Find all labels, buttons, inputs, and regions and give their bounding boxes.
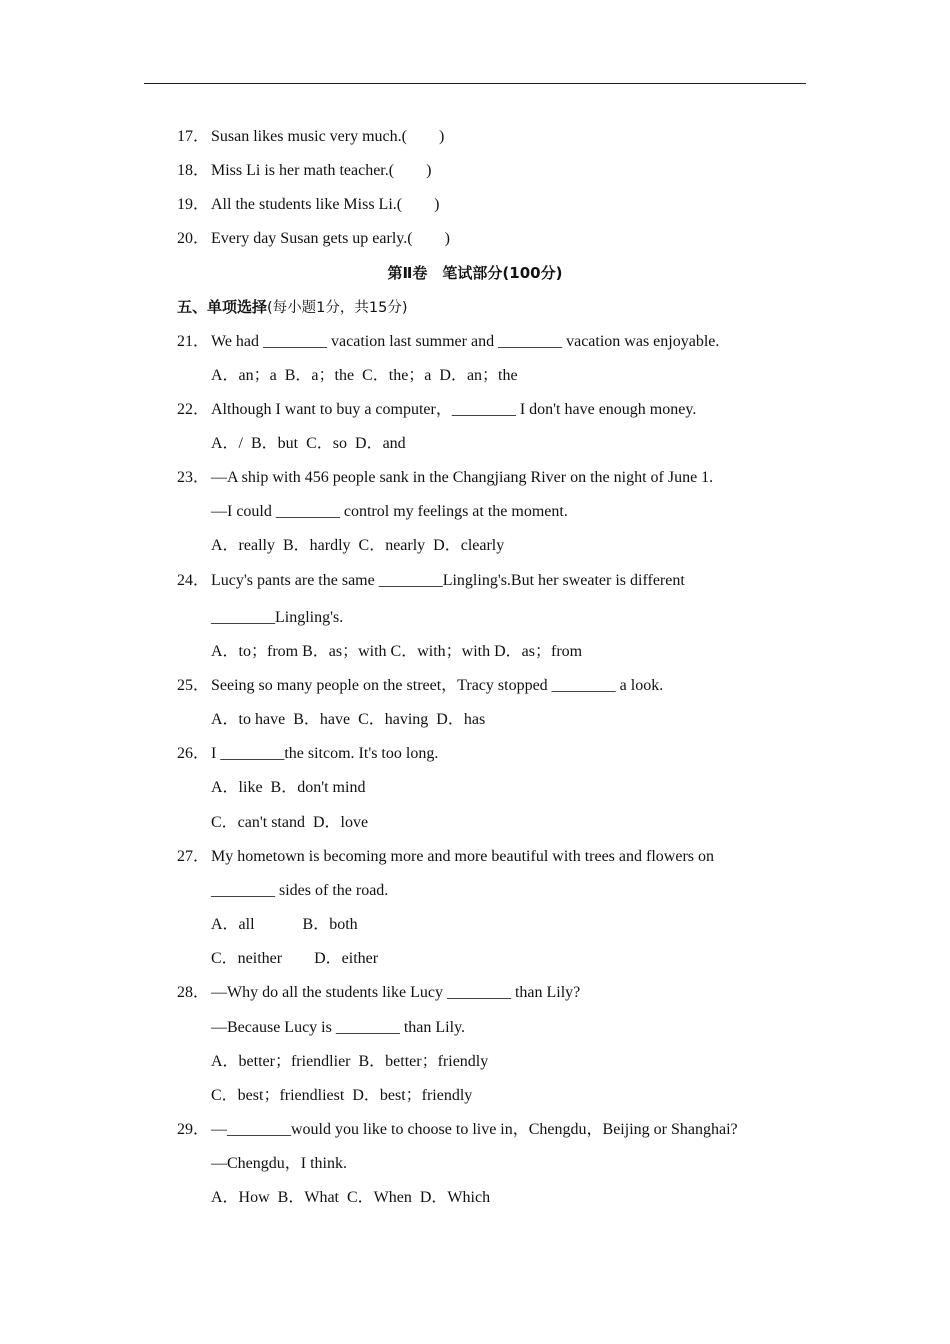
section-note: (每小题1分，共15分) [267,300,408,316]
question-options: A．all B．both [211,916,358,933]
question-25 [177,676,663,696]
item-text: Susan likes music very much.( ) [211,128,445,145]
question-options: A．How B．What C．When D．Which [211,1189,491,1206]
question-number: 24． [177,572,210,589]
question-options: A．better；friendlier B．better；friendly [211,1053,489,1070]
question-text: Lucy's pants are the same ________Lingling's.But her sweater is different [211,572,685,589]
question-options: C．best；friendliest D．best；friendly [211,1087,473,1104]
question-text-line: —Chengdu，I think. [211,1155,347,1172]
question-23 [177,468,713,488]
question-22 [177,400,696,420]
item-text: All the students like Miss Li.( ) [211,196,440,213]
question-text: My hometown is becoming more and more beautiful with trees and flowers on [211,848,714,865]
question-text: We had ________ vacation last summer and ________ vacation was enjoyable. [211,333,720,350]
part-heading: 第Ⅱ卷 笔试部分(100分) [387,264,563,282]
question-text: —Why do all the students like Lucy ________ than Lily? [211,984,581,1001]
question-options: A．to have B．have C．having D．has [211,711,486,728]
question-28 [177,983,580,1003]
question-options: A．really B．hardly C．nearly D．clearly [211,537,505,554]
question-text: I ________the sitcom. It's too long. [211,745,439,762]
item-text: Miss Li is her math teacher.( ) [211,162,432,179]
question-text-line: —I could ________ control my feelings at the moment. [211,503,568,520]
item-number: 19． [177,196,210,213]
question-options: A．an；a B．a；the C．the；a D．an；the [211,367,518,384]
question-text-line: ________Lingling's. [211,609,344,626]
item-text: Every day Susan gets up early.( ) [211,230,450,247]
question-options: A．like B．don't mind [211,779,366,796]
tf-item-19 [177,195,439,215]
question-number: 25． [177,677,210,694]
question-text: Seeing so many people on the street，Tracy stopped ________ a look. [211,677,664,694]
question-number: 26． [177,745,210,762]
tf-item-17 [177,127,444,147]
tf-item-20 [177,229,450,249]
item-number: 17． [177,128,210,145]
question-text: —A ship with 456 people sank in the Changjiang River on the night of June 1. [211,469,714,486]
question-number: 22． [177,401,210,418]
section-title [177,297,408,318]
question-text-line: —Because Lucy is ________ than Lily. [211,1019,466,1036]
question-text-line: ________ sides of the road. [211,882,389,899]
question-options: C．can't stand D．love [211,814,369,831]
question-number: 23． [177,469,210,486]
item-number: 20． [177,230,210,247]
question-26 [177,744,438,764]
question-options: A．/ B．but C．so D．and [211,435,406,452]
tf-item-18 [177,161,431,181]
question-options: C．neither D．either [211,950,379,967]
question-21 [177,332,719,352]
question-29 [177,1120,738,1140]
item-number: 18． [177,162,210,179]
header-rule [144,83,806,84]
question-27 [177,847,714,867]
question-number: 27． [177,848,210,865]
question-number: 21． [177,333,210,350]
question-text: —________would you like to choose to live in，Chengdu，Beijing or Shanghai? [211,1121,738,1138]
section-title-text: 五、单项选择 [177,298,268,316]
question-options: A．to；from B．as；with C．with；with D．as；from [211,643,583,660]
question-number: 28． [177,984,210,1001]
question-number: 29． [177,1121,210,1138]
question-text: Although I want to buy a computer，________ I don't have enough money. [211,401,697,418]
question-24 [177,571,685,591]
